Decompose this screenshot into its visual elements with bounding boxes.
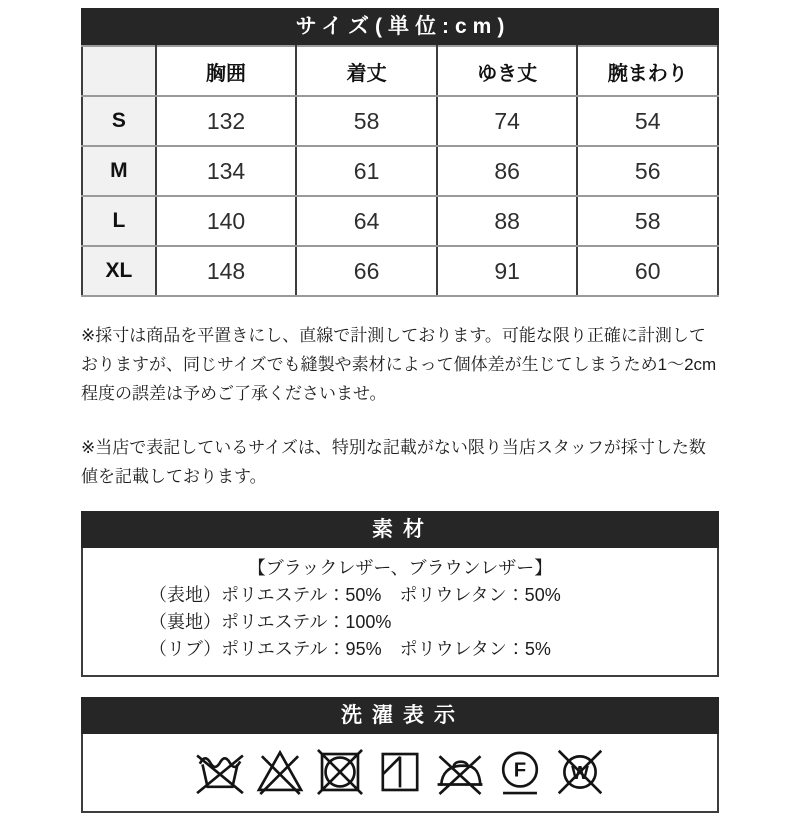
material-lining: （裏地）ポリエステル：100% <box>149 612 392 633</box>
drip-dry-in-shade-icon <box>375 747 425 797</box>
do-not-wash-icon <box>195 747 245 797</box>
value-cell: 132 <box>156 96 297 146</box>
do-not-bleach-icon <box>255 747 305 797</box>
value-cell: 134 <box>156 146 297 196</box>
staff-measurement-note: ※当店で表記しているサイズは、特別な記載がない限り当店スタッフが採寸した数値を記載しております。 <box>81 437 706 486</box>
material-details <box>81 548 719 677</box>
care-section <box>81 697 719 813</box>
value-cell: 74 <box>437 96 578 146</box>
value-cell: 54 <box>577 96 718 146</box>
table-row-xl <box>82 246 718 296</box>
value-cell: 148 <box>156 246 297 296</box>
size-section-title: サイズ(単位:cm) <box>81 8 719 45</box>
dry-clean-f-icon <box>495 747 545 797</box>
value-cell: 58 <box>296 96 437 146</box>
value-cell: 60 <box>577 246 718 296</box>
column-header-chest: 胸囲 <box>156 46 297 96</box>
do-not-wet-clean-icon <box>555 747 605 797</box>
value-cell: 64 <box>296 196 437 246</box>
care-section-title: 洗濯表示 <box>81 697 719 734</box>
column-header-length: 着丈 <box>296 46 437 96</box>
column-header-arm: 腕まわり <box>577 46 718 96</box>
value-cell: 91 <box>437 246 578 296</box>
column-header-sleeve: ゆき丈 <box>437 46 578 96</box>
do-not-tumble-dry-icon <box>315 747 365 797</box>
value-cell: 56 <box>577 146 718 196</box>
value-cell: 88 <box>437 196 578 246</box>
value-cell: 58 <box>577 196 718 246</box>
material-outer-fabric: （表地）ポリエステル：50% ポリウレタン：50% <box>149 585 561 606</box>
table-row-l <box>82 196 718 246</box>
size-chart-table <box>81 45 719 297</box>
value-cell: 86 <box>437 146 578 196</box>
material-section-title: 素材 <box>81 511 719 548</box>
size-label: S <box>82 96 156 146</box>
product-info-page <box>81 8 719 813</box>
material-section <box>81 511 719 677</box>
material-color-variants: 【ブラックレザー、ブラウンレザー】 <box>247 558 553 579</box>
value-cell: 61 <box>296 146 437 196</box>
corner-cell <box>82 46 156 96</box>
value-cell: 66 <box>296 246 437 296</box>
dry-clean-letter: F <box>513 759 527 782</box>
wet-clean-letter: W <box>571 762 589 784</box>
size-label: L <box>82 196 156 246</box>
do-not-iron-icon <box>435 747 485 797</box>
material-rib: （リブ）ポリエステル：95% ポリウレタン：5% <box>149 639 551 660</box>
table-row-s <box>82 96 718 146</box>
table-row-m <box>82 146 718 196</box>
size-table-header-row <box>82 46 718 96</box>
value-cell: 140 <box>156 196 297 246</box>
size-label: M <box>82 146 156 196</box>
care-symbols-row <box>81 734 719 813</box>
measurement-note: ※採寸は商品を平置きにし、直線で計測しております。可能な限り正確に計測しておりますが、同じサイズでも縫製や素材によって個体差が生じてしまうため1～2cm程度の誤差は予めご了承くださいませ。 <box>81 326 717 404</box>
size-label: XL <box>82 246 156 296</box>
